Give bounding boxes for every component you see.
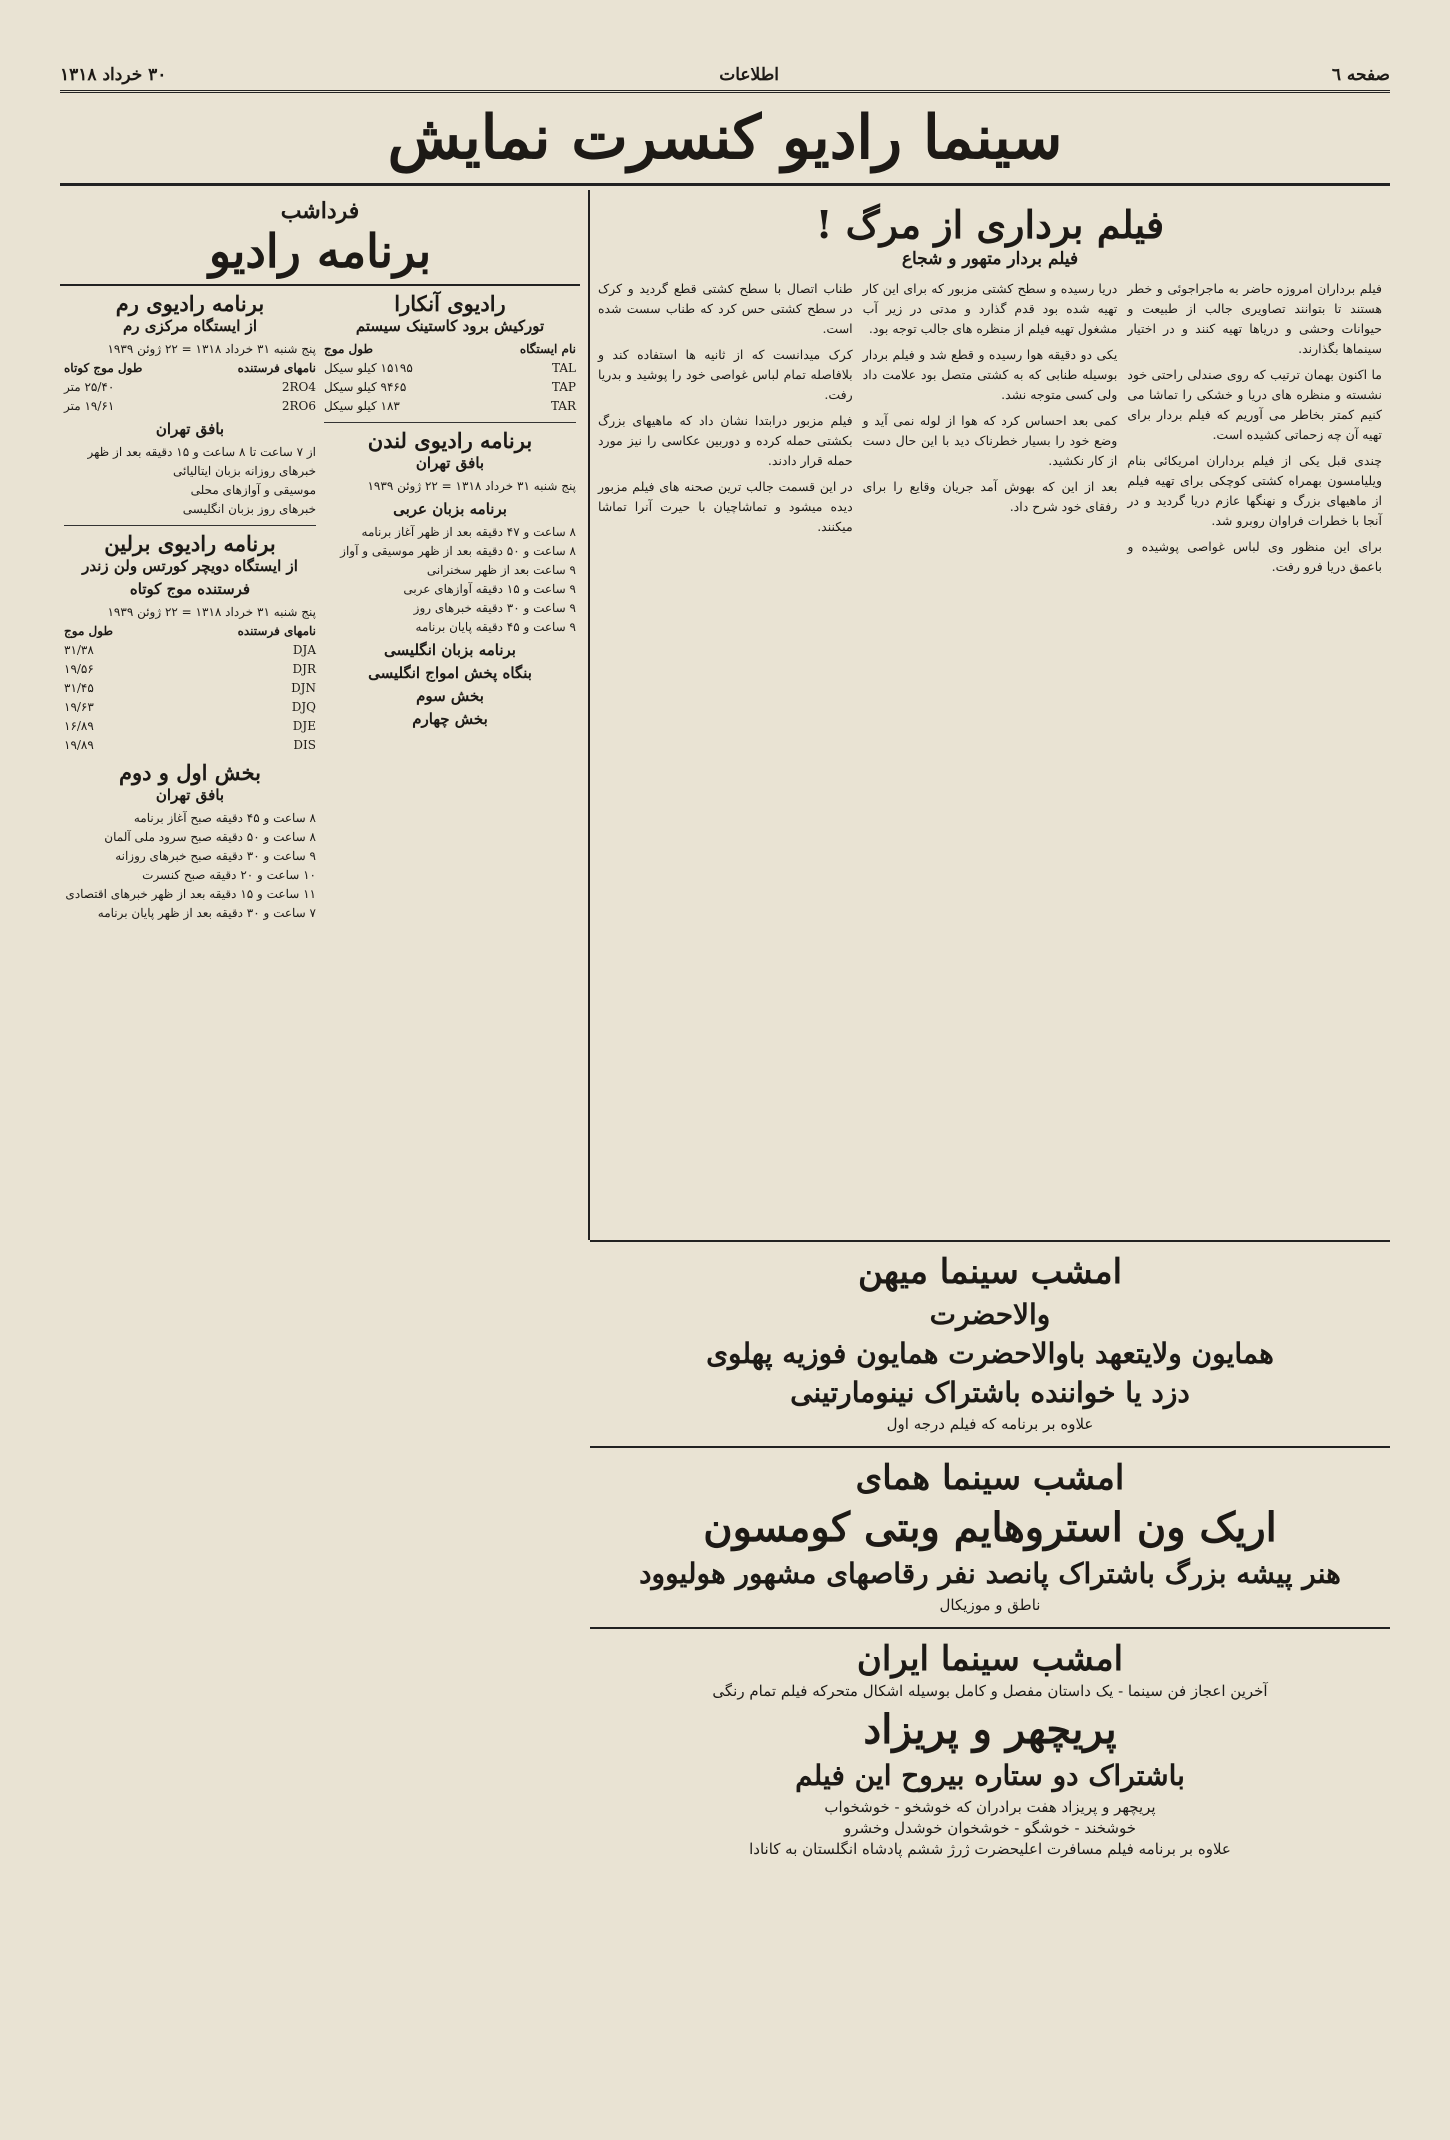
- station-wave: ۱۹/۶۳: [64, 700, 94, 714]
- ad-title: امشب سینما ایران: [856, 1639, 1124, 1679]
- ad-cinema-mihan: [590, 1240, 1390, 1446]
- station-freq: ۱۸۳ کیلو سیکل: [324, 399, 400, 413]
- english-heading: برنامه بزبان انگلیسی: [384, 641, 516, 659]
- issue-date: ۳۰ خرداد ۱۳۱۸: [60, 65, 167, 85]
- ad-cast: خوشخند - خوشگو - خوشخوان خوشدل وخشرو: [843, 1819, 1137, 1837]
- paragraph: فیلم مزبور درابتدا نشان داد که ماهیهای بزرگ بکشتی حمله کرده و دوربین عکاسی را نیز مورد حمله قرار دادند.: [597, 413, 853, 468]
- program-line: ۸ ساعت و ۵۰ دقیقه بعد از ظهر موسیقی و آواز: [340, 544, 576, 558]
- station-wave: ۱۶/۸۹: [64, 719, 94, 733]
- table-head: نام ایستگاه: [519, 342, 576, 356]
- ad-cinema-homa: [590, 1446, 1390, 1627]
- ad-subtitle: آخرین اعجاز فن سینما - یک داستان مفصل و کامل بوسیله اشکال متحرکه فیلم تمام رنگی: [712, 1682, 1268, 1700]
- station-code: 2RO4: [281, 380, 316, 394]
- rome-station: از ایستگاه مرکزی رم: [122, 317, 258, 335]
- paragraph: بعد از این که بهوش آمد جریان وقایع را برای رفقای خود شرح داد.: [862, 479, 1118, 514]
- program-line: ۹ ساعت و ۳۰ دقیقه صبح خبرهای روزانه: [115, 849, 316, 863]
- ad-cinema-iran: [590, 1627, 1390, 1871]
- program-line: ۷ ساعت و ۳۰ دقیقه بعد از ظهر پایان برنامه: [97, 906, 316, 920]
- ankara-subtitle: تورکیش برود کاستینک سیستم: [355, 317, 545, 335]
- arabic-heading: برنامه بزبان عربی: [393, 500, 507, 518]
- ad-line: باشتراک دو ستاره بیروح این فیلم: [795, 1759, 1185, 1792]
- station-code: DJE: [292, 719, 316, 733]
- berlin-time: بافق تهران: [155, 786, 225, 804]
- article-column-2: [863, 279, 1118, 583]
- program-line: ۸ ساعت و ۵۰ دقیقه صبح سرود ملی آلمان: [104, 830, 316, 844]
- ad-note: ناطق و موزیکال: [939, 1596, 1041, 1614]
- station-code: TAL: [552, 361, 576, 375]
- paragraph: طناب اتصال با سطح کشتی قطع گردید و کرک در سطح کشتی حس کرد که طناب سست شده است.: [597, 281, 853, 336]
- table-head: طول موج کوتاه: [64, 361, 143, 375]
- program-line: ۸ ساعت و ۴۵ دقیقه صبح آغاز برنامه: [133, 811, 316, 825]
- newspaper-name: اطلاعات: [719, 65, 779, 85]
- article-subtitle: فیلم بردار متهور و شجاع: [901, 249, 1079, 269]
- paragraph: دریا رسیده و سطح کشتی مزبور که برای این کار تهیه شده بود قدم گذارد و مدتی در زیر آب مشغول تهیه فیلم از منظره های جالب توجه بود.: [862, 281, 1118, 336]
- ad-cast: پریچهر و پریزاد هفت برادران که خوشخو - خوشخواب: [824, 1798, 1156, 1816]
- program-line: خبرهای روز بزبان انگلیسی: [182, 502, 316, 516]
- paragraph: یکی دو دقیقه هوا رسیده و قطع شد و فیلم بردار بوسیله طنابی که به کشتی متصل بود علامت داد ولی کسی متوجه نشد.: [862, 347, 1118, 402]
- program-line: ۹ ساعت و ۴۵ دقیقه پایان برنامه: [415, 620, 576, 634]
- rome-time: بافق تهران: [155, 420, 225, 438]
- program-line: ۱۱ ساعت و ۱۵ دقیقه بعد از ظهر خبرهای اقتصادی: [65, 887, 316, 901]
- ad-note: علاوه بر برنامه فیلم مسافرت اعلیحضرت ژرژ ششم پادشاه انگلستان به کانادا: [749, 1840, 1231, 1858]
- station-wave: ۱۹/۶۱ متر: [64, 399, 115, 413]
- part-1-2-heading: بخش اول و دوم: [119, 760, 261, 785]
- paragraph: کرک میدانست که از ثانیه ها استفاده کند و بلافاصله تمام لباس غواصی خود را پوشید و بدریا رفت.: [597, 347, 853, 402]
- radio-rome-berlin-column: [64, 286, 316, 923]
- program-line: ۹ ساعت بعد از ظهر سخنرانی: [426, 563, 576, 577]
- cinema-ads: [590, 1240, 1390, 1871]
- table-head: طول موج: [64, 624, 114, 638]
- table-head: طول موج: [324, 342, 374, 356]
- radio-title: برنامه رادیو: [60, 224, 580, 286]
- rome-title: برنامه رادیوی رم: [115, 291, 265, 316]
- ad-line: همایون ولایتعهد باوالاحضرت همایون فوزیه پهلوی: [706, 1337, 1274, 1370]
- station-code: 2RO6: [281, 399, 316, 413]
- station-code: DJQ: [291, 700, 316, 714]
- station-wave: ۳۱/۴۵: [64, 681, 94, 695]
- ad-line: دزد یا خواننده باشتراک نینومارتینی: [790, 1376, 1190, 1409]
- page-header: [60, 60, 1390, 93]
- article-column-1: [1127, 279, 1382, 583]
- program-line: خبرهای روزانه بزبان ایتالیائی: [173, 464, 316, 478]
- station-code: DJR: [292, 662, 316, 676]
- station-wave: ۱۹/۵۶: [64, 662, 94, 676]
- section-banner: سینما رادیو کنسرت نمایش: [60, 93, 1390, 186]
- ad-line: اریک ون استروهایم وبتی کومسون: [703, 1504, 1277, 1551]
- berlin-date: پنج شنبه ۳۱ خرداد ۱۳۱۸ = ۲۲ ژوئن ۱۹۳۹: [107, 605, 316, 619]
- station-code: TAR: [550, 399, 576, 413]
- station-code: DIS: [293, 738, 316, 752]
- radio-tomorrow: فرداشب: [280, 198, 360, 224]
- berlin-subtitle: فرستنده موج کوتاه: [129, 580, 251, 598]
- london-time: بافق تهران: [415, 454, 485, 472]
- ad-title: امشب سینما همای: [855, 1458, 1125, 1498]
- program-line: از ۷ ساعت تا ۸ ساعت و ۱۵ دقیقه بعد از ظهر: [87, 445, 316, 459]
- newspaper-page: [60, 60, 1390, 2020]
- station-code: TAP: [551, 380, 576, 394]
- station-wave: ۳۱/۳۸: [64, 643, 94, 657]
- part-3-heading: بخش سوم: [416, 687, 484, 705]
- paragraph: فیلم برداران امروزه حاضر به ماجراجوئی و خطر هستند تا بتوانند تصاویری جالب از طبیعت و حیوانات وحشی و دریاها تهیه کنند و در اختیار سینماها بگذارند.: [1127, 281, 1382, 356]
- program-line: ۸ ساعت و ۴۷ دقیقه بعد از ظهر آغاز برنامه: [361, 525, 576, 539]
- station-code: DJA: [292, 643, 316, 657]
- program-line: ۹ ساعت و ۱۵ دقیقه آوازهای عربی: [403, 582, 576, 596]
- paragraph: چندی قبل یکی از فیلم برداران امریکائی بنام ویلیامسون بهمراه کشتی کوچکی برای تهیه فیلم از ماهیهای بزرگ و نهنگها عازم دریا گردید و در آنجا با خطرات فراوان روبرو شد.: [1127, 453, 1382, 528]
- program-line: ۱۰ ساعت و ۲۰ دقیقه صبح کنسرت: [142, 868, 316, 882]
- film-article: [588, 190, 1390, 1240]
- station-code: DJN: [291, 681, 316, 695]
- rome-date: پنج شنبه ۳۱ خرداد ۱۳۱۸ = ۲۲ ژوئن ۱۹۳۹: [107, 342, 316, 356]
- berlin-title: برنامه رادیوی برلین: [104, 531, 276, 556]
- ad-line: پریچهر و پریزاد: [863, 1706, 1117, 1753]
- station-wave: ۱۹/۸۹: [64, 738, 94, 752]
- paragraph: کمی بعد احساس کرد که هوا از لوله نمی آید و وضع خود را بسیار خطرناک دید با این حال دست از کار نکشید.: [862, 413, 1118, 468]
- paragraph: ما اکنون بهمان ترتیب که روی صندلی راحتی خود نشسته و منظره های دریا و خشکی را تماشا می کنیم کمتر بخاطر می آوریم که فیلم بردار برای تهیه آن چه زحماتی کشیده است.: [1127, 367, 1382, 442]
- ankara-title: رادیوی آنکارا: [394, 291, 506, 316]
- london-date: پنج شنبه ۳۱ خرداد ۱۳۱۸ = ۲۲ ژوئن ۱۹۳۹: [367, 479, 576, 493]
- ad-line: والاحضرت: [929, 1298, 1051, 1331]
- station-freq: ۱۵۱۹۵ کیلو سیکل: [324, 361, 413, 375]
- ad-note: علاوه بر برنامه که فیلم درجه اول: [886, 1415, 1094, 1433]
- article-column-3: [598, 279, 853, 583]
- station-wave: ۲۵/۴۰ متر: [64, 380, 115, 394]
- program-line: موسیقی و آوازهای محلی: [190, 483, 316, 497]
- berlin-station: از ایستگاه دویچر کورتس ولن زندر: [82, 557, 298, 575]
- ad-line: هنر پیشه بزرگ باشتراک پانصد نفر رقاصهای مشهور هولیوود: [639, 1557, 1341, 1590]
- paragraph: برای این منظور وی لباس غواصی پوشیده و باعمق دریا فرو رفت.: [1127, 539, 1382, 574]
- radio-program: [60, 190, 580, 2140]
- program-line: ۹ ساعت و ۳۰ دقیقه خبرهای روز: [413, 601, 576, 615]
- article-title: فیلم برداری از مرگ !: [815, 202, 1165, 247]
- ad-title: امشب سینما میهن: [857, 1252, 1123, 1292]
- station-freq: ۹۴۶۵ کیلو سیکل: [324, 380, 407, 394]
- london-title: برنامه رادیوی لندن: [367, 428, 533, 453]
- radio-ankara-london-column: [324, 286, 576, 923]
- part-4-heading: بخش چهارم: [412, 710, 488, 728]
- english-subheading: بنگاه پخش امواج انگلیسی: [368, 664, 532, 682]
- page-number: صفحه ٦: [1331, 65, 1390, 85]
- table-head: نامهای فرستنده: [237, 361, 316, 375]
- table-head: نامهای فرستنده: [237, 624, 316, 638]
- paragraph: در این قسمت جالب ترین صحنه های فیلم مزبور دیده میشود و تماشاچیان با حیرت آنرا تماشا میکنند.: [597, 479, 853, 534]
